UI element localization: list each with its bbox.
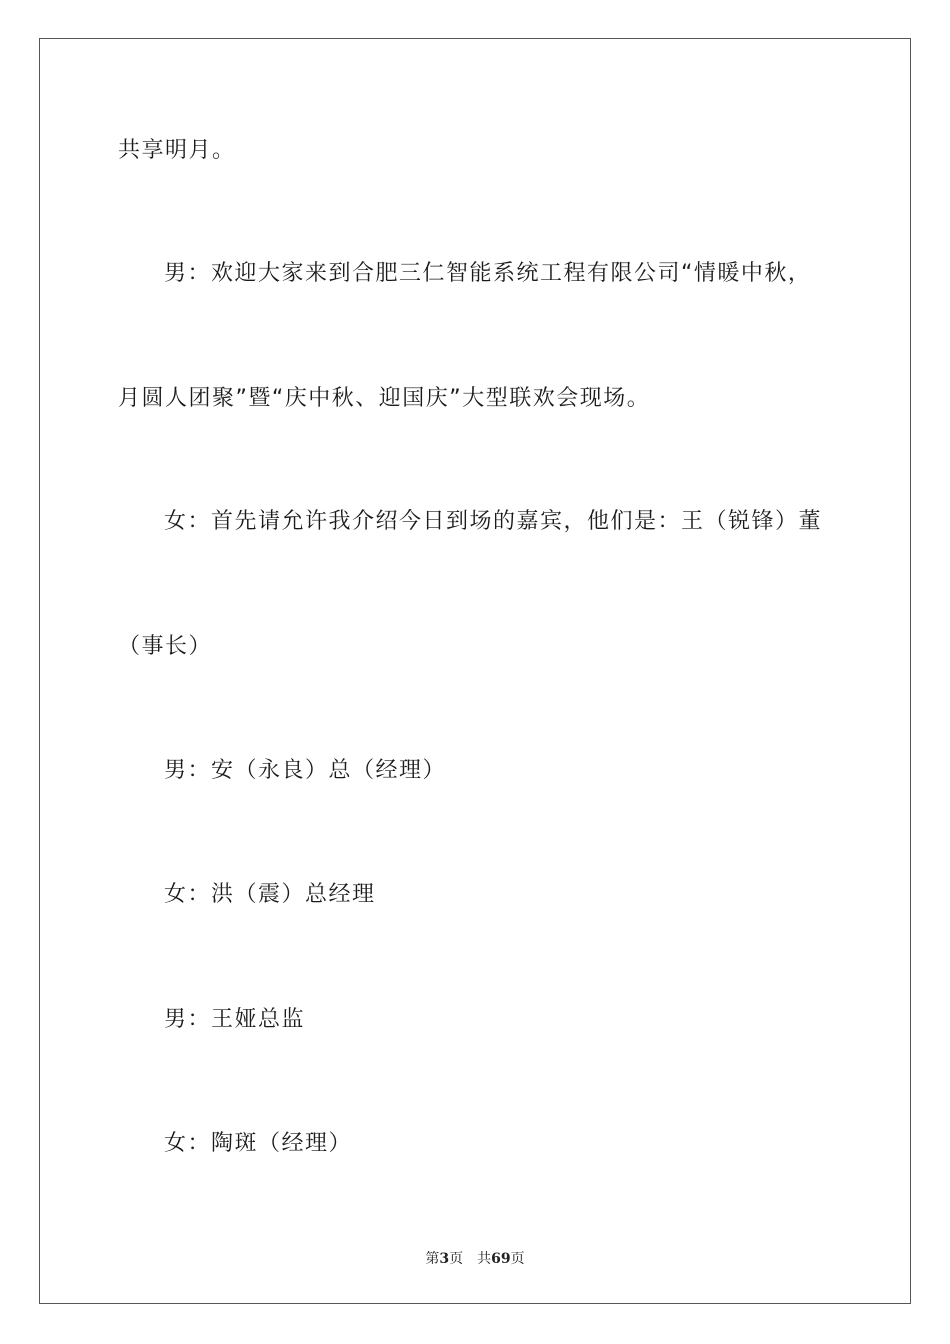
text-line-2: 男：欢迎大家来到合肥三仁智能系统工程有限公司“情暖中秋， [164,261,812,286]
text-line-4: 女：首先请允许我介绍今日到场的嘉宾，他们是：王（锐锋）董 [164,509,823,534]
footer-current-page: 3 [439,1251,450,1267]
page-footer [0,1248,950,1268]
footer-page-unit: 页 [449,1251,464,1267]
footer-total-unit: 页 [510,1251,525,1267]
text-line-6: 男：安（永良）总（经理） [164,758,447,783]
text-line-8: 男：王娅总监 [164,1007,306,1032]
footer-total-prefix: 共 [477,1251,492,1267]
text-line-5: （事长） [118,634,213,659]
footer-prefix: 第 [425,1251,440,1267]
text-line-1: 共享明月。 [118,138,236,163]
text-line-9: 女：陶斑（经理） [164,1131,353,1156]
text-line-3: 月圆人团聚”暨“庆中秋、迎国庆”大型联欢会现场。 [118,386,651,411]
footer-total-pages: 69 [491,1251,511,1267]
page-border [39,38,911,1304]
text-line-7: 女：洪（震）总经理 [164,882,376,907]
